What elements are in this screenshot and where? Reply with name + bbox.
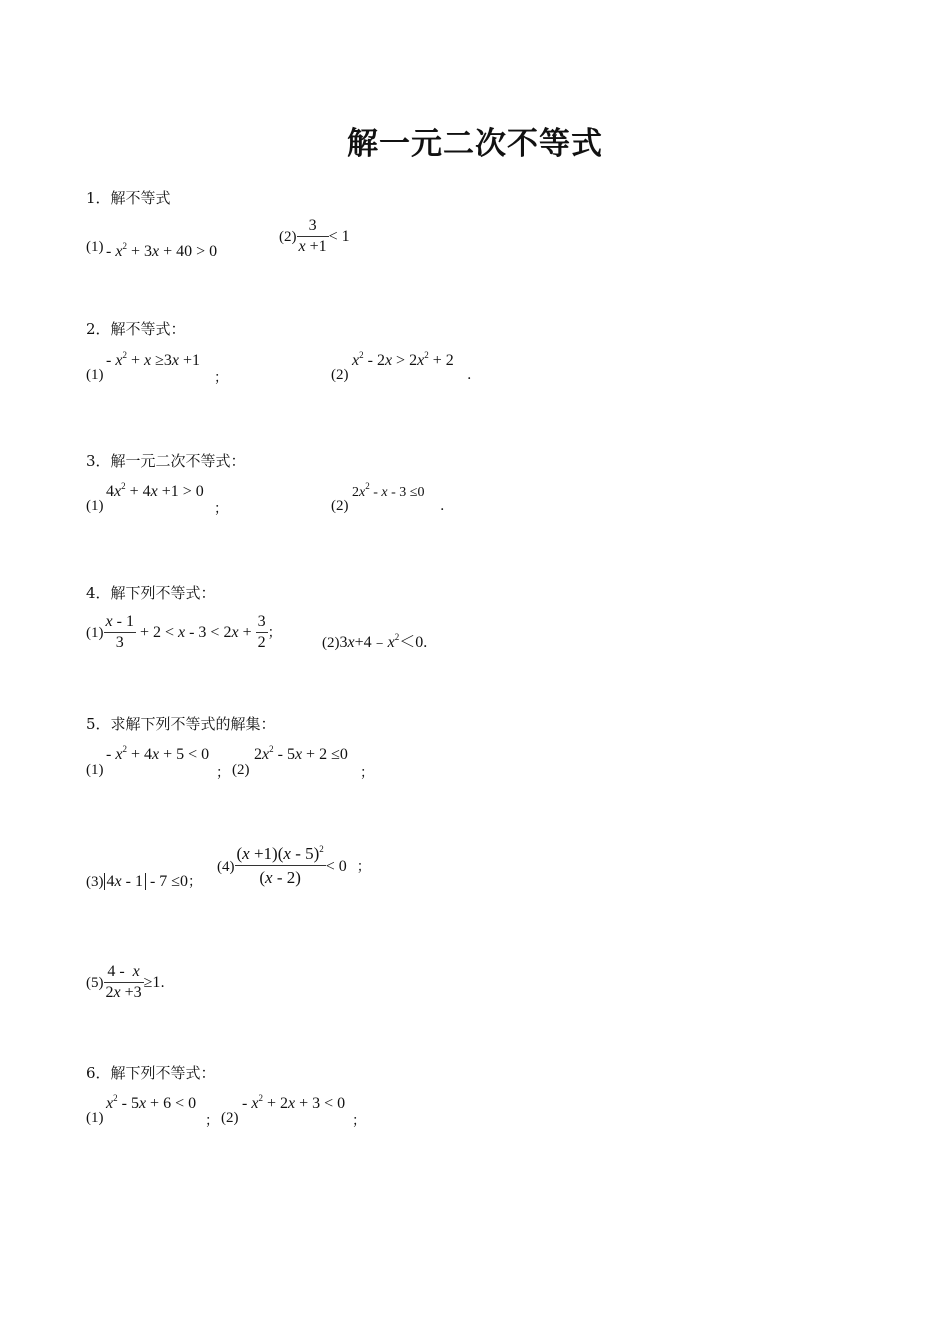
problem-6-part-2-tail: ； [352, 1113, 366, 1129]
problem-5-part-4 [217, 843, 371, 890]
problem-3-part-2-tail: . [440, 498, 445, 514]
denominator: x +1 [298, 238, 327, 255]
page-title: 解一元二次不等式 [347, 126, 603, 162]
problem-6-part-2-label: (2) [221, 1110, 239, 1126]
problem-2-part-1-expr: - $x^2 + x \ge 3x +1$ [106, 350, 200, 369]
problem-1-stem: 1．解不等式 [86, 189, 171, 207]
rest: - 7 ≤0 [149, 873, 189, 890]
fraction [235, 843, 326, 890]
problem-3-stem: 3．解一元二次不等式： [86, 452, 246, 470]
problem-5-part-5 [86, 962, 165, 1003]
problem-5-part-1-expr: - $x^2 + 4x + 5 < 0$ [106, 744, 210, 763]
absolute-value: 4x - 1 [104, 873, 146, 890]
problem-3-part-2-label: (2) [331, 498, 349, 514]
numerator: x - 1 [104, 612, 136, 633]
problem-4-part-1 [86, 612, 282, 653]
problem-2-part-2-tail: . [467, 367, 472, 383]
problem-5-part-1-label: (1) [86, 762, 104, 778]
tail: ； [267, 625, 282, 641]
part-label: (2) [279, 229, 297, 245]
part-label: (1) [86, 625, 104, 641]
problem-5-part-2-expr: $2x^2 - 5x + 2 \le 0$ [254, 744, 348, 763]
part-label: (4) [217, 859, 235, 875]
problem-3-part-1-label: (1) [86, 498, 104, 514]
problem-6-part-1-label: (1) [86, 1110, 104, 1126]
problem-5-part-2-tail: ； [360, 765, 374, 781]
problem-4-stem: 4．解下列不等式： [86, 584, 216, 602]
part-label: (5) [86, 975, 104, 991]
denominator: 2x +3 [105, 984, 142, 1001]
part-label: (2) [322, 635, 340, 651]
numerator: 4 - x [104, 962, 144, 983]
tail: ； [188, 875, 203, 890]
problem-6-part-1-tail: ； [205, 1113, 219, 1129]
fraction [256, 612, 268, 653]
problem-2-part-1-label: (1) [86, 367, 104, 383]
part-label: (3) [86, 874, 104, 890]
denominator: (x - 2) [259, 868, 301, 887]
rhs: < 0 [325, 858, 347, 875]
problem-2-part-1-tail: ； [214, 370, 228, 386]
problem-5-part-1-tail: ； [216, 765, 230, 781]
tail: . [160, 975, 165, 991]
problem-2-stem: 2．解不等式： [86, 320, 186, 338]
rhs: ≥1 [143, 974, 161, 991]
fraction [297, 216, 329, 257]
problem-6-part-2-expr: - $x^2 + 2x + 3 < 0$ [242, 1093, 346, 1112]
problem-1-part-1-expr: - $x^2 + 3x + 40 > 0$ [106, 241, 218, 260]
denominator: 2 [257, 634, 266, 651]
numerator: 3 [256, 612, 268, 633]
problem-3-part-1-expr: $4x^2 + 4x +1 > 0$ [106, 481, 204, 500]
problem-1-part-1 [86, 236, 104, 256]
fraction [104, 612, 136, 653]
problem-5-part-2-label: (2) [232, 762, 250, 778]
problem-3-part-2-expr: $2x^2 - x - 3 \le 0$ [352, 481, 425, 500]
problem-5-part-3 [86, 871, 202, 891]
problem-6-part-1-expr: $x^2 - 5x + 6 < 0$ [106, 1093, 197, 1112]
problem-3-part-1-tail: ； [214, 501, 228, 517]
numerator: 3 [297, 216, 329, 237]
fraction [104, 962, 144, 1003]
problem-2-part-2-label: (2) [331, 367, 349, 383]
problem-1-part-2 [279, 216, 350, 257]
middle-expr: + 2 < x - 3 < 2x + [135, 624, 256, 641]
problem-6-stem: 6．解下列不等式： [86, 1064, 216, 1082]
part-label: (1) [86, 239, 104, 255]
rhs: < 1 [328, 228, 350, 245]
tail: ； [356, 859, 371, 875]
problem-5-stem: 5．求解下列不等式的解集： [86, 715, 276, 733]
denominator: 3 [115, 634, 124, 651]
problem-2-part-2-expr: $x^2 - 2x > 2x^2 + 2$ [352, 350, 454, 369]
problem-4-part-2: $(2)3x+4﹣x^2<0$. [322, 632, 428, 651]
numerator: (x +1)(x - 5)$^2$ [235, 843, 326, 866]
